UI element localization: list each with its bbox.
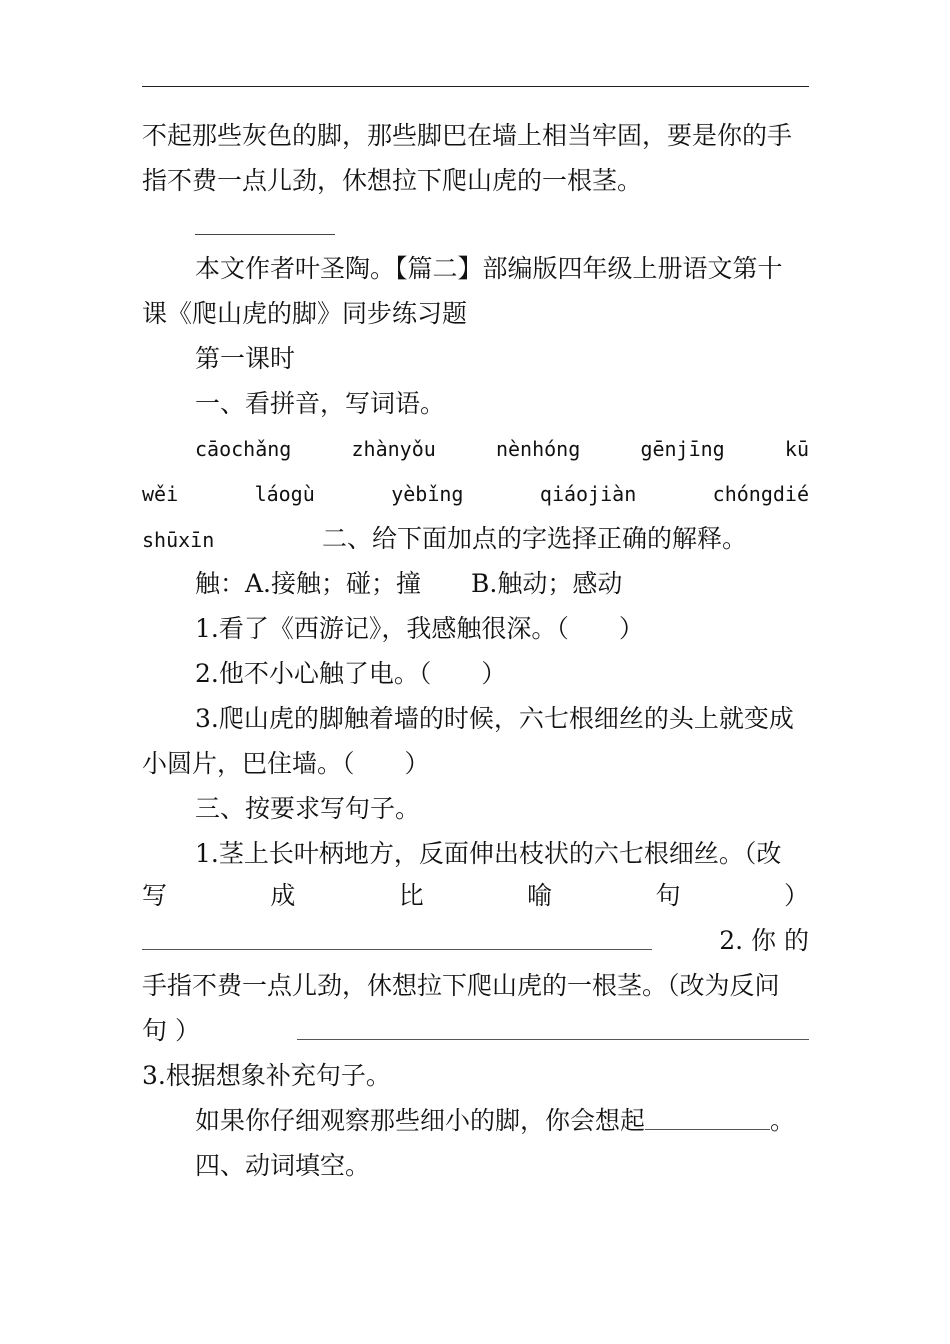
question-item: 1.茎上长叶柄地方，反面伸出枝状的六七根细丝。（改 [195, 839, 782, 868]
question-heading: 二、给下面加点的字选择正确的解释。 [322, 524, 748, 553]
pinyin-item: wěi [142, 482, 179, 506]
text-fragment: 如果你仔细观察那些细小的脚，你会想起 [195, 1106, 646, 1135]
question-item: 3.根据想象补充句子。 [142, 1061, 391, 1090]
pinyin-item: gēnjīng [640, 437, 725, 461]
spread-char: 比 [398, 881, 424, 910]
spread-char: ） [783, 881, 809, 910]
fill-blank-line [195, 1103, 809, 1139]
pinyin-item: yèbǐng [391, 482, 464, 506]
spread-char: 写 [142, 881, 168, 910]
pinyin-row [142, 476, 809, 512]
text-line: 小圆片，巴住墙。（ ） [142, 749, 430, 778]
pinyin-item: zhànyǒu [351, 437, 436, 461]
section-title: 第一课时 [195, 344, 296, 373]
pinyin-row [195, 431, 809, 467]
answer-line-row [142, 1013, 809, 1049]
question-item: 2.他不小心触了电。（ ） [195, 659, 507, 688]
text-line: 手指不费一点儿劲，休想拉下爬山虎的一根茎。（改为反问 [142, 971, 780, 1000]
pinyin-item: nènhóng [495, 437, 581, 461]
text-line [142, 521, 809, 558]
pinyin-item: shūxīn [142, 528, 215, 552]
text-line: 本文作者叶圣陶。【篇二】部编版四年级上册语文第十 [195, 254, 783, 283]
question-item: 1.看了《西游记》，我感触很深。（ ） [195, 614, 644, 643]
definition-line: 触：A.接触；碰；撞 B.触动；感动 [195, 569, 623, 598]
header-rule [142, 86, 809, 87]
pinyin-item: qiáojiàn [539, 482, 637, 506]
spread-char: 句 [655, 881, 681, 910]
spread-char: 成 [270, 881, 296, 910]
text-fragment: 。 [770, 1106, 796, 1135]
text-line: 课《爬山虎的脚》同步练习题 [142, 299, 468, 328]
pinyin-item: láogù [254, 482, 315, 506]
pinyin-item: cāochǎng [195, 437, 292, 461]
question-item: 3.爬山虎的脚触着墙的时候，六七根细丝的头上就变成 [195, 704, 794, 733]
answer-line-row [142, 923, 809, 959]
answer-blank[interactable] [142, 923, 652, 950]
spread-text-line [142, 878, 809, 914]
question-heading: 四、动词填空。 [195, 1151, 371, 1180]
question-item: 2. 你 的 [719, 926, 809, 955]
answer-blank[interactable] [297, 1013, 809, 1040]
question-heading: 三、按要求写句子。 [195, 794, 421, 823]
question-heading: 一、看拼音，写词语。 [195, 389, 446, 418]
spread-char: 喻 [527, 881, 553, 910]
text-fragment: 句 ） [142, 1016, 200, 1045]
separator-rule [195, 234, 335, 235]
pinyin-item: kū [784, 437, 809, 461]
text-line: 不起那些灰色的脚，那些脚巴在墙上相当牢固，要是你的手 [142, 121, 793, 150]
pinyin-item: chóngdié [712, 482, 809, 506]
answer-blank[interactable] [645, 1103, 770, 1130]
text-line: 指不费一点儿劲，休想拉下爬山虎的一根茎。 [142, 166, 643, 195]
